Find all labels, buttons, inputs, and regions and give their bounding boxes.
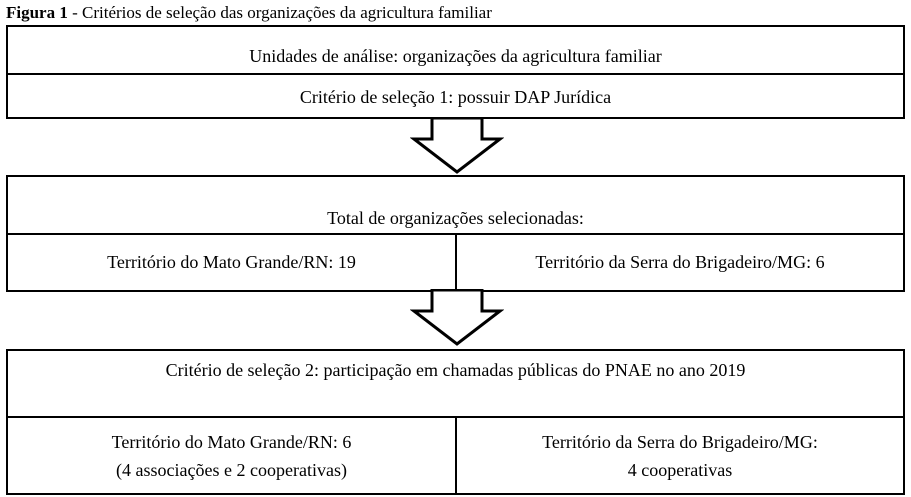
figure-label: Figura 1 bbox=[6, 3, 68, 22]
selected-total-header: Total de organizações selecionadas: bbox=[327, 208, 584, 228]
mato-grande-count: Território do Mato Grande/RN: 6 bbox=[111, 432, 352, 452]
serra-brigadeiro-criterion-2 bbox=[457, 426, 903, 486]
down-arrow-2 bbox=[410, 289, 504, 347]
block-selection-criterion-2 bbox=[6, 349, 905, 495]
block-analysis-units bbox=[6, 25, 905, 119]
analysis-units-text: Unidades de análise: organizações da agricultura familiar bbox=[249, 46, 662, 66]
mato-grande-criterion-2 bbox=[8, 426, 455, 486]
mato-grande-total: Território do Mato Grande/RN: 19 bbox=[107, 252, 356, 272]
down-arrow-1 bbox=[410, 117, 504, 175]
figure-title: - Critérios de seleção das organizações da agricultura familiar bbox=[67, 3, 492, 22]
serra-brigadeiro-breakdown: 4 cooperativas bbox=[627, 460, 733, 480]
selection-criterion-1-text: Critério de seleção 1: possuir DAP Jurídica bbox=[299, 87, 612, 107]
serra-brigadeiro-total: Território da Serra do Brigadeiro/MG: 6 bbox=[535, 252, 825, 272]
block-selected-total bbox=[6, 175, 905, 292]
selection-criterion-2-header: Critério de seleção 2: participação em chamadas públicas do PNAE no ano 2019 bbox=[165, 360, 746, 380]
block1-divider bbox=[8, 73, 903, 75]
figure-caption bbox=[6, 3, 492, 22]
serra-brigadeiro-label: Território da Serra do Brigadeiro/MG: bbox=[542, 432, 818, 452]
mato-grande-breakdown: (4 associações e 2 cooperativas) bbox=[116, 460, 347, 480]
